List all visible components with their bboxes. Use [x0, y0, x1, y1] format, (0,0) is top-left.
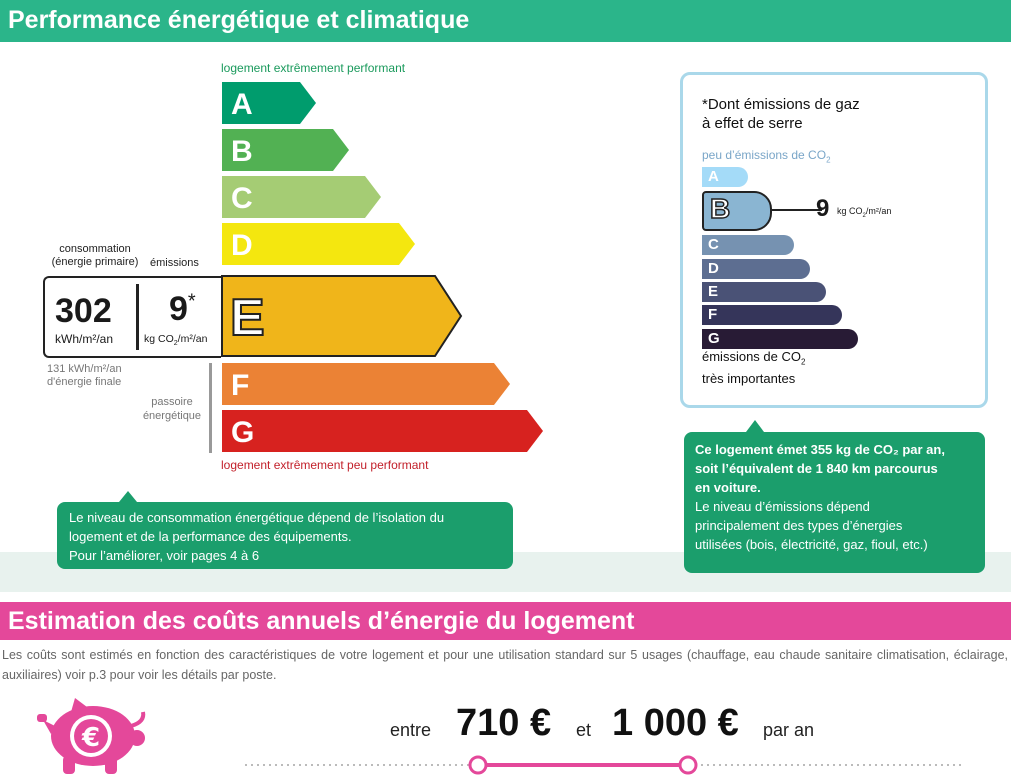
ges-letter-c: C [708, 236, 719, 253]
ges-top-label [702, 148, 831, 164]
emissions-unit-sub: 2 [173, 340, 178, 348]
energy-bubble-line2: logement et de la performance des équipements. [69, 529, 352, 544]
ges-bubble-line3: en voiture. [695, 480, 761, 495]
energy-bar-g [222, 410, 543, 452]
costs-title-bar [0, 602, 1011, 640]
energy-letter-a: A [231, 88, 253, 121]
consumption-unit: kWh/m²/an [55, 332, 114, 346]
passoire-line1: passoire [151, 396, 193, 408]
ges-value-unit-suffix: /m²/an [865, 206, 892, 216]
ges-letter-b: B [710, 193, 731, 224]
ges-letter-g: G [708, 330, 720, 347]
energy-letter-b: B [231, 135, 253, 168]
ges-bubble-line2: soit l’équivalent de 1 840 km parcourus [695, 461, 938, 476]
energy-bottom-label: logement extrêmement peu performant [221, 458, 429, 472]
final-energy-line1: 131 kWh/m²/an [47, 363, 122, 375]
energy-letter-c: C [231, 182, 253, 215]
consumption-value: 302 [55, 292, 112, 330]
ges-value-unit-sub: 2 [862, 212, 866, 219]
ges-bottom-label-prefix: émissions de CO [702, 349, 801, 364]
passoire-label [132, 395, 212, 423]
energy-value-box [43, 276, 221, 358]
ges-info-bubble [684, 432, 985, 573]
ges-bar-b [702, 191, 772, 231]
energy-bar-f [222, 363, 510, 405]
ges-bar-d [702, 259, 810, 279]
ges-bubble-line4: Le niveau d’émissions dépend [695, 499, 870, 514]
final-energy-note [47, 363, 122, 389]
ges-bar-c [702, 235, 794, 255]
ges-value-unit-prefix: kg CO [837, 206, 863, 216]
cost-per-year: par an [763, 720, 815, 740]
cost-and: et [576, 720, 592, 740]
ges-bubble-pointer [746, 420, 764, 432]
section-title: Performance énergétique et climatique [8, 6, 470, 34]
value-divider [136, 284, 139, 350]
cost-max: 1 000 € [612, 702, 739, 744]
energy-letter-g: G [231, 416, 255, 449]
emissions-header: émissions [150, 257, 199, 269]
passoire-line2: énergétique [142, 410, 202, 422]
ges-letter-f: F [708, 306, 718, 323]
emissions-number: 9 [169, 290, 188, 328]
consumption-header-line2: (énergie primaire) [51, 256, 139, 268]
ges-letter-e: E [708, 283, 719, 300]
ges-bar-f [702, 305, 842, 325]
energy-letter-e: E [230, 289, 265, 347]
costs-description: Les coûts sont estimés en fonction des caractéristiques de votre logement et pour une utilisation standard sur 5 usages (chauffage, eau chaude sanitaire climatisation, éclairage, auxiliaires) voir p.3 pour voir les détails par poste. [2, 648, 1008, 682]
ges-panel [680, 72, 988, 408]
cost-min: 710 € [456, 702, 552, 744]
ges-value-unit [837, 206, 891, 219]
svg-text:€: € [81, 723, 101, 753]
emissions-star: * [187, 290, 196, 313]
emissions-unit-suffix: /m²/an [177, 333, 208, 345]
piggy-bank-icon [33, 694, 151, 776]
ges-letter-d: D [708, 260, 719, 277]
ges-title-line2: à effet de serre [702, 115, 803, 132]
ges-bar-e [702, 282, 826, 302]
ges-top-label-prefix: peu d’émissions de CO [702, 148, 827, 162]
ges-title-line1: *Dont émissions de gaz [702, 96, 860, 113]
ges-bubble-line6: utilisées (bois, électricité, gaz, fioul, etc.) [695, 537, 928, 552]
cost-max-marker [680, 757, 696, 773]
ges-title [702, 95, 860, 133]
energy-top-label: logement extrêmement performant [221, 61, 406, 75]
energy-info-bubble [57, 502, 513, 569]
final-energy-line2: d'énergie finale [47, 376, 122, 388]
emissions-unit [144, 333, 207, 347]
ges-bubble-line5: principalement des types d’énergies [695, 518, 903, 533]
consumption-header-line1: consommation [59, 243, 131, 255]
ges-value-connector [772, 209, 822, 211]
cost-between: entre [390, 720, 432, 740]
ges-bottom-label [702, 349, 805, 387]
ges-letter-a: A [708, 168, 719, 185]
section-title-bar [0, 0, 1011, 42]
cost-range-track [245, 755, 965, 775]
ges-bar-a [702, 167, 748, 187]
costs-title: Estimation des coûts annuels d’énergie du logement [8, 607, 635, 635]
ges-bubble-line1: Ce logement émet 355 kg de CO₂ par an, [695, 442, 945, 457]
emissions-value [169, 290, 196, 329]
energy-bubble-line1: Le niveau de consommation énergétique dépend de l’isolation du [69, 510, 445, 525]
ges-bar-g [702, 329, 858, 349]
ges-top-label-sub: 2 [826, 155, 831, 165]
energy-letter-f: F [231, 369, 250, 402]
energy-letter-d: D [231, 229, 253, 262]
energy-scale [218, 80, 558, 460]
energy-bubble-pointer [119, 491, 137, 502]
ges-value: 9 [816, 195, 830, 222]
energy-bubble-line3: Pour l’améliorer, voir pages 4 à 6 [69, 548, 260, 563]
ges-bottom-label-sub: 2 [800, 357, 806, 367]
passoire-separator [209, 363, 212, 453]
emissions-unit-prefix: kg CO [144, 333, 174, 345]
consumption-header [46, 243, 144, 269]
ges-bottom-label-line2: très importantes [702, 370, 796, 386]
cost-min-marker [470, 757, 486, 773]
